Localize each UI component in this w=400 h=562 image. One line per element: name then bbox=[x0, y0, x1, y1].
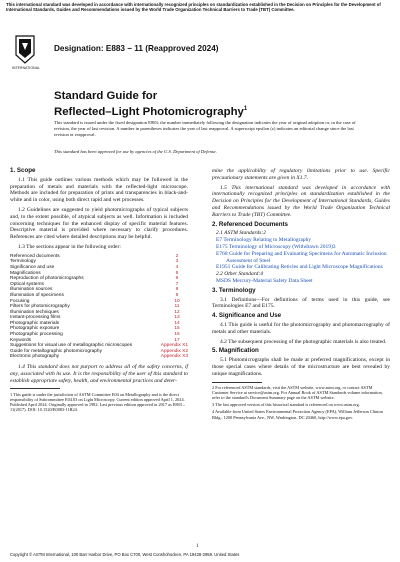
toc-row: Photographic exposure 15 bbox=[10, 326, 180, 332]
footnote-rule bbox=[10, 388, 60, 389]
astm-standards-heading: 2.1 ASTM Standards:2 bbox=[216, 230, 266, 237]
toc-row: Illumination sources 8 bbox=[10, 287, 179, 293]
refs-heading: 2. Referenced Documents bbox=[212, 220, 288, 228]
scope-p3: 1.3 The sections appear in the following order: bbox=[18, 243, 121, 250]
scope-p4: 1.4 This standard does not purport to address all of the safety concerns, if any, associated with its use. It is the responsibility of the user of this standard to establish appropriate safety, health, and environmental practices and deter- bbox=[10, 364, 188, 384]
section-list bbox=[10, 254, 188, 360]
footnote-rule bbox=[212, 382, 262, 383]
page-number: 1 bbox=[196, 544, 199, 549]
terminology-heading: 3. Terminology bbox=[212, 286, 256, 294]
document-title bbox=[54, 90, 354, 118]
footnote-3: 3 The last approved version of this historical standard is referenced on www.astm.org. bbox=[212, 402, 360, 408]
ref-item: E768 Guide for Preparing and Evaluating Specimens for Automatic Inclusion Assessment of Steel bbox=[216, 250, 387, 264]
copyright-line: Copyright © ASTM International, 100 Barr Harbor Drive, PO Box C700, West Conshohocken, PA 19428-2959. United States bbox=[10, 552, 240, 557]
right-column bbox=[212, 168, 390, 420]
toc-row: Keywords 17 bbox=[10, 337, 180, 343]
magnification-p: 5.1 Photomicrographs shall be made at preferred magnifications, except in those special cases where details of the microstructure are best revealed by unique magnifications. bbox=[212, 357, 390, 377]
toc-row: Significance and use 4 bbox=[10, 264, 179, 270]
toc-row: Illumination of specimens 9 bbox=[10, 292, 179, 298]
footnote-2: 2 For referenced ASTM standards, visit the ASTM website, www.astm.org, or contact ASTM Customer Service at service@astm.org. For Annual Book of ASTM Standards volume information, refer to the standard's Document Summary page on the ASTM website. bbox=[212, 385, 383, 401]
toc-row: Photographic processing 16 bbox=[10, 332, 180, 338]
toc-row: Suggestions for visual use of metallographic microscopes Appendix X1 bbox=[10, 343, 188, 349]
scope-p4-cont: mine the applicability of regulatory limitations prior to use. Specific precautionary statements are given in X1.7. bbox=[212, 168, 390, 181]
astm-logo-icon bbox=[14, 35, 36, 64]
terminology-p: 3.1 Definitions—For definitions of terms used in this guide, see Terminologies E7 and E175. bbox=[212, 296, 390, 310]
significance-p1: 4.1 This guide is useful for the photomicrography and photomacrography of metals and other materials. bbox=[212, 321, 390, 335]
magnification-heading: 5. Magnification bbox=[212, 347, 259, 355]
significance-heading: 4. Significance and Use bbox=[212, 312, 282, 320]
scope-heading: 1. Scope bbox=[10, 167, 36, 174]
significance-p2: 4.2 The subsequent processing of the photographic materials is also treated. bbox=[220, 338, 387, 345]
scope-p2: 1.2 Guidelines are suggested to yield photomicrographs of typical subjects and, to the extent possible, of atypical subjects as well. Information is included concerning techniques for the enhanced display of specific material features. Descriptive material is provided where necessary to clarify procedures. References are cited where detailed descriptions may be helpful. bbox=[10, 206, 188, 241]
scope-p5: 1.5 This international standard was developed in accordance with internationally recognized principles on standardization established in the Decision on Principles for the Development of International Standards, Guides and Recommendations issued by the World Trade Organization Technical Barriers to Trade (TBT) Committee. bbox=[212, 184, 390, 218]
international-standard-notice: This international standard was developed in accordance with internationally recognized principles on standardization established in the Decision on Principles for the Development of International Standards, Guides and Recommendations issued by the World Trade Organization Technical Barriers to Trade (TBT) Committee. bbox=[6, 2, 381, 13]
scope-p1: 1.1 This guide outlines various methods which may be followed in the preparation of metals and materials with the reflected-light microscope. Methods are included for preparation of prints and transparencies in black-and-white and in color, using both direct rapid and wet processes. bbox=[10, 176, 188, 204]
toc-row: Reproduction of photomicrographs 6 bbox=[10, 276, 179, 282]
title-line-2: Reflected–Light Photomicrography bbox=[54, 105, 244, 118]
issue-note: This standard is issued under the fixed designation E883; the number immediately following the designation indicates the year of original adoption or, in the case of revision, the year of last revision. A number in parentheses indicates the year of last reapproval. A superscript epsilon (ε) indicates an editorial change since the last revision or reapproval. bbox=[54, 120, 356, 137]
designation: Designation: E883 − 11 (Reapproved 2024) bbox=[54, 44, 219, 53]
toc-row: Guide for metallographic photomicrography Appendix X2 bbox=[10, 348, 188, 354]
astm-ref-list bbox=[212, 237, 390, 271]
dod-note: This standard has been approved for use by agencies of the U.S. Department of Defense. bbox=[54, 149, 217, 154]
ref-item: E1951 Guide for Calibrating Reticles and Light Microscope Magnifications bbox=[216, 264, 383, 271]
ref-item: E7 Terminology Relating to Metallography bbox=[216, 237, 312, 244]
toc-row: Optical systems 7 bbox=[10, 281, 179, 287]
title-footnote-mark: 1 bbox=[243, 105, 248, 112]
toc-row: Instant-processing films 13 bbox=[10, 315, 180, 321]
title-line-1: Standard Guide for bbox=[54, 90, 158, 102]
toc-row: Filters for photomicrography 11 bbox=[10, 304, 180, 310]
other-standard-heading: 2.2 Other Standard:4 bbox=[216, 271, 264, 278]
toc-row: Illumination techniques 12 bbox=[10, 309, 180, 315]
msds-ref[interactable]: MSDS Mercury-Material Safety Data Sheet bbox=[216, 277, 313, 284]
toc-row: Magnifications 5 bbox=[10, 270, 179, 276]
toc-row: Electronic photography Appendix X3 bbox=[10, 354, 188, 360]
toc-row: Referenced documents 2 bbox=[10, 253, 179, 259]
toc-row: Focusing 10 bbox=[10, 298, 180, 304]
footnote-4: 4 Available from United States Environmental Protection Agency (EPA), William Jefferson Clinton Bldg., 1200 Pennsylvania Ave., NW, Washington, DC 20460, http://www.epa.gov. bbox=[212, 409, 383, 420]
toc-row: Photographic materials 14 bbox=[10, 320, 180, 326]
left-column bbox=[10, 168, 188, 412]
toc-row: Terminology 3 bbox=[10, 259, 179, 265]
logo-caption: INTERNATIONAL bbox=[11, 66, 41, 70]
footnote-1: 1 This guide is under the jurisdiction of ASTM Committee E04 on Metallography and is the direct responsibility of Subcommittee E04.03 on Light Microscopy. Current edition approved April 1, 2024. Published April 2024. Originally approved in 1982. Last previous edition approved in 2017 as E883 – 11(2017). DOI: 10.1520/E0883-11R24. bbox=[10, 392, 186, 413]
ref-item: E175 Terminology of Microscopy (Withdrawn 2019)3 bbox=[216, 243, 336, 250]
